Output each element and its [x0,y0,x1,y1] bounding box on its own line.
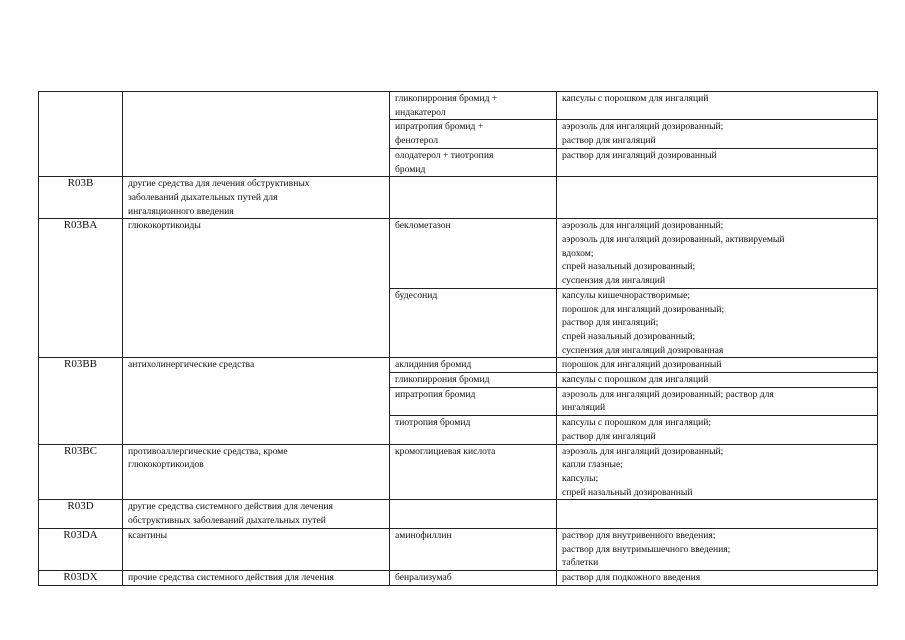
group-name-cell [123,120,390,148]
forms-line: вдохом; [562,247,594,259]
atc-code-cell [39,528,123,570]
group-name-cell [123,219,390,289]
forms-line: капсулы с порошком для ингаляций; [562,417,712,429]
forms-line: аэрозоль для ингаляций дозированный; раствор для [562,388,774,400]
substance-line: ипратропия бромид [395,388,476,400]
forms-line: аэрозоль для ингаляций дозированный; [562,220,724,232]
group-line: глюкокортикоидов [128,459,204,471]
group-name-cell [123,358,390,373]
atc-code-cell [39,444,123,500]
substance-line: индакатерол [395,106,446,118]
forms-line: спрей назальный дозированный; [562,261,696,273]
medicines-table [38,91,878,586]
atc-code-cell [39,358,123,373]
substance-cell [390,500,557,528]
dosage-forms-cell [557,387,878,415]
forms-line: раствор для внутривенного введения; [562,529,716,541]
dosage-forms-cell [557,177,878,219]
dosage-forms-cell [557,570,878,585]
substance-line: ипратропия бромид + [395,121,484,133]
group-name-cell [123,177,390,219]
dosage-forms-cell [557,120,878,148]
dosage-forms-cell [557,288,878,358]
table-row [39,219,878,289]
substance-line: кромоглициевая кислота [395,445,496,457]
atc-code-cell [39,373,123,388]
dosage-forms-cell [557,500,878,528]
dosage-forms-cell [557,444,878,500]
group-line: антихолинергические средства [128,359,255,371]
atc-code: R03DA [63,528,98,541]
forms-line: порошок для ингаляций дозированный; [562,303,725,315]
forms-line: раствор для подкожного введения [562,571,701,583]
group-line: прочие средства системного действия для лечения [128,571,334,583]
forms-line: раствор для ингаляций [562,135,656,147]
group-name-cell [123,528,390,570]
substance-line: аклидиния бромид [395,359,472,371]
dosage-forms-cell [557,358,878,373]
dosage-forms-cell [557,148,878,176]
table-row [39,358,878,373]
atc-code-cell [39,570,123,585]
substance-line: гликопиррония бромид [395,374,490,386]
group-name-cell [123,92,390,120]
dosage-forms-cell [557,92,878,120]
atc-code: R03BC [63,444,97,457]
substance-cell [390,416,557,444]
substance-cell [390,528,557,570]
forms-line: капли глазные; [562,459,623,471]
table-row [39,373,878,388]
substance-cell [390,177,557,219]
table-row [39,444,878,500]
forms-line: аэрозоль для ингаляций дозированный; [562,445,724,457]
table-row [39,528,878,570]
substance-cell [390,387,557,415]
table-row [39,92,878,120]
forms-line: таблетки [562,557,599,569]
table-row [39,570,878,585]
table-row [39,416,878,444]
group-name-cell [123,570,390,585]
substance-cell [390,219,557,289]
table-row [39,387,878,415]
atc-code: R03BB [63,358,97,371]
atc-code: R03DX [63,570,98,583]
table-row [39,288,878,358]
substance-line: будесонид [395,289,438,301]
group-name-cell [123,288,390,358]
table-body [39,92,878,586]
atc-code-cell [39,219,123,289]
group-line: другие средства системного действия для лечения [128,501,333,513]
group-name-cell [123,444,390,500]
substance-cell [390,570,557,585]
group-name-cell [123,373,390,388]
atc-code-cell [39,288,123,358]
atc-code-cell [39,92,123,120]
atc-code: R03B [67,177,94,190]
forms-line: ингаляций [562,402,606,414]
group-name-cell [123,416,390,444]
group-line: противоаллергические средства, кроме [128,445,288,457]
table-row [39,177,878,219]
atc-code-cell [39,416,123,444]
atc-code-cell [39,177,123,219]
dosage-forms-cell [557,528,878,570]
group-line: ксантины [128,529,168,541]
substance-line: олодатерол + тиотропия [395,149,494,161]
forms-line: капсулы; [562,472,599,484]
group-name-cell [123,148,390,176]
forms-line: аэрозоль для ингаляций дозированный; [562,121,724,133]
forms-line: аэрозоль для ингаляций дозированный, активируемый [562,234,785,246]
forms-line: спрей назальный дозированный [562,486,693,498]
atc-code-cell [39,148,123,176]
substance-cell [390,288,557,358]
atc-code: R03D [67,500,94,513]
substance-cell [390,92,557,120]
forms-line: раствор для ингаляций дозированный [562,149,717,161]
substance-line: аминофиллин [395,529,452,541]
group-line: глюкокортикоиды [128,220,201,232]
substance-cell [390,358,557,373]
group-name-cell [123,387,390,415]
substance-line: гликопиррония бромид + [395,93,498,104]
group-line: другие средства для лечения обструктивных [128,178,310,190]
forms-line: капсулы с порошком для ингаляций [562,93,709,104]
forms-line: спрей назальный дозированный; [562,330,696,342]
table-row [39,120,878,148]
dosage-forms-cell [557,373,878,388]
atc-code-cell [39,387,123,415]
substance-line: фенотерол [395,135,438,147]
forms-line: капсулы с порошком для ингаляций [562,374,709,386]
forms-line: капсулы кишечнорастворимые; [562,289,691,301]
group-name-cell [123,500,390,528]
group-line: ингаляционного введения [128,205,234,217]
forms-line: раствор для ингаляций; [562,317,659,329]
substance-line: бенрализумаб [395,571,452,583]
forms-line: суспензия для ингаляций дозированная [562,344,724,356]
forms-line: раствор для внутримышечного введения; [562,543,731,555]
substance-cell [390,120,557,148]
dosage-forms-cell [557,416,878,444]
substance-line: тиотропия бромид [395,417,471,429]
substance-cell [390,444,557,500]
substance-cell [390,148,557,176]
atc-code-cell [39,120,123,148]
forms-line: порошок для ингаляций дозированный [562,359,722,371]
table-row [39,148,878,176]
substance-cell [390,373,557,388]
atc-code-cell [39,500,123,528]
group-line: заболеваний дыхательных путей для [128,191,278,203]
group-line: обструктивных заболеваний дыхательных путей [128,515,326,527]
forms-line: раствор для ингаляций [562,430,656,442]
atc-code: R03BA [63,219,98,232]
substance-line: беклометазон [395,220,451,232]
table-row [39,500,878,528]
substance-line: бромид [395,163,426,175]
dosage-forms-cell [557,219,878,289]
forms-line: суспензия для ингаляций [562,275,666,287]
